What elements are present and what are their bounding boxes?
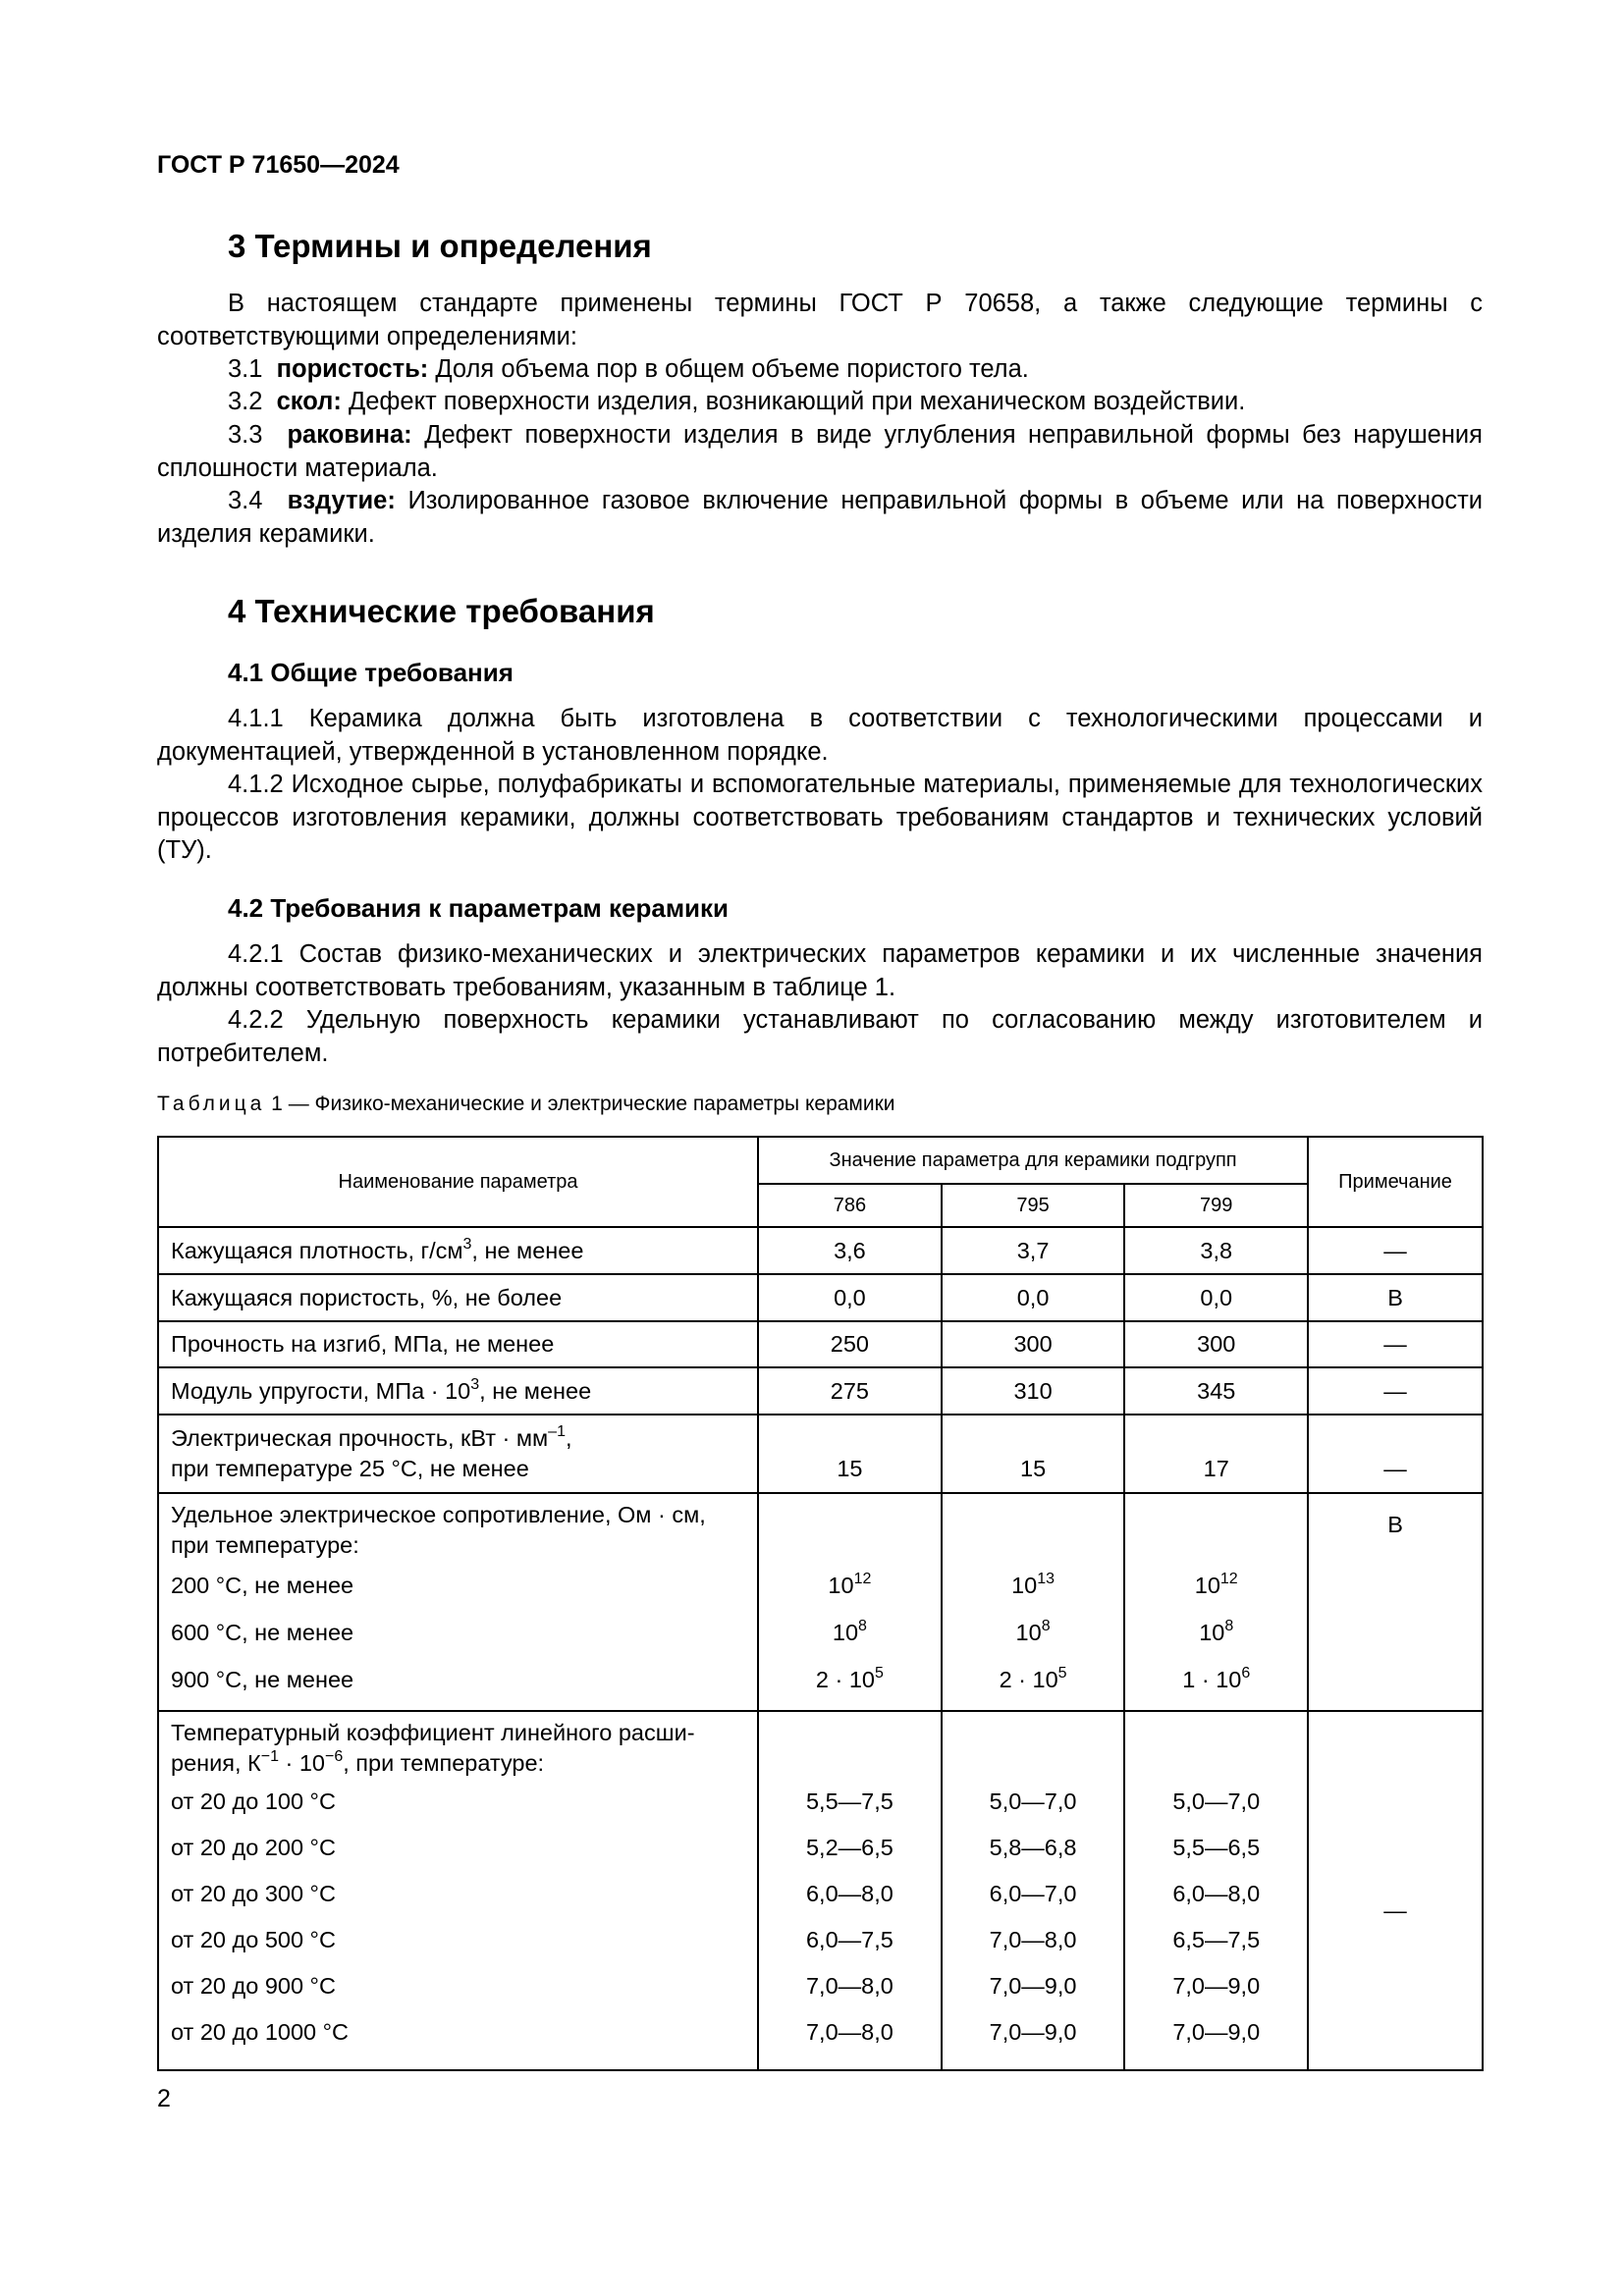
term-definition: Изолированное газовое включение неправильной формы в объеме или на поверхности изделия керамики. [157,487,1483,548]
cell-note: — [1308,1367,1483,1415]
table-row [158,1367,1483,1415]
header-parameter-name: Наименование параметра [158,1137,758,1227]
table-row [158,1493,1483,1711]
section-3-intro: В настоящем стандарте применены термины ГОСТ Р 70658, а также следующие термины с соответствующими определениями: [157,290,1483,350]
table-row [158,1227,1483,1274]
cell-value: $10^{12}$ $10^8$ $1 \cdot 10^6$ [1124,1493,1308,1711]
cell-note: — [1308,1227,1483,1274]
subsection-4-1-title: 4.1 Общие требования [228,658,514,687]
cell-note: В [1308,1274,1483,1321]
cell-value: 345 [1124,1367,1308,1415]
cell-value: 3,6 [758,1227,942,1274]
subsection-4-2-title: 4.2 Требования к параметрам керамики [228,893,730,923]
cell-value: $10^{13}$ $10^8$ $2 \cdot 10^5$ [942,1493,1125,1711]
table-row [158,1274,1483,1321]
header-subgroup-795: 795 [942,1184,1125,1227]
row-label: Модуль упругости, МПа · $10^3$, не менее [158,1367,758,1415]
paragraph-4-1-1: 4.1.1 Керамика должна быть изготовлена в соответствии с технологическими процессами и документацией, утвержденной в установленном порядке. [157,705,1483,766]
cell-value: 15 [942,1415,1125,1493]
term-3-3 [157,419,1483,485]
row-label: Кажущаяся пористость, %, не более [158,1274,758,1321]
cell-value: 3,7 [942,1227,1125,1274]
page-number: 2 [157,2085,171,2112]
table-header-row [158,1137,1483,1184]
term-number: 3.3 [228,421,263,449]
header-value-group: Значение параметра для керамики подгрупп [758,1137,1308,1184]
term-definition: Дефект поверхности изделия в виде углубления неправильной формы без нарушения сплошности материала. [157,421,1483,482]
table-caption-text: 1 — Физико-механические и электрические параметры керамики [265,1093,895,1115]
term-definition: Дефект поверхности изделия, возникающий при механическом воздействии. [348,388,1246,415]
term-3-1 [157,353,1483,387]
parameters-table [157,1136,1484,2071]
term-name: скол: [276,388,342,415]
cell-value: 300 [1124,1321,1308,1367]
cell-value: 5,0—7,0 5,5—6,5 6,0—8,0 6,5—7,5 7,0—9,0 7,0—9,0 [1124,1711,1308,2070]
term-3-4 [157,485,1483,551]
paragraph-4-2-1: 4.2.1 Состав физико-механических и электрических параметров керамики и их численные значения должны соответствовать требованиям, указанным в таблице 1. [157,940,1483,1001]
row-label: Температурный коэффициент линейного расши- рения, $К^{-1} \cdot 10^{-6}$, при температуре: от 20 до 100 °С от 20 до 200 °С от 20 до 300 °С от 20 до 500 °С от 20 до 900 °С от 20 до 1000 °С [158,1711,758,2070]
term-name: вздутие: [287,487,396,514]
term-number: 3.4 [228,487,263,514]
paragraph-4-1-2: 4.1.2 Исходное сырье, полуфабрикаты и вспомогательные материалы, применяемые для технологических процессов изготовления керамики, должны соответствовать требованиям стандартов и технических условий (ТУ). [157,771,1483,864]
cell-note: — [1308,1415,1483,1493]
term-3-2 [157,386,1483,419]
table-caption [157,1093,895,1116]
row-label: Прочность на изгиб, МПа, не менее [158,1321,758,1367]
cell-value: 250 [758,1321,942,1367]
header-subgroup-799: 799 [1124,1184,1308,1227]
paragraph-4-2-2: 4.2.2 Удельную поверхность керамики устанавливают по согласованию между изготовителем и потребителем. [157,1006,1483,1067]
cell-value: 17 [1124,1415,1308,1493]
cell-value: 275 [758,1367,942,1415]
cell-value: 5,5—7,5 5,2—6,5 6,0—8,0 6,0—7,5 7,0—8,0 7,0—8,0 [758,1711,942,2070]
term-name: раковина: [287,421,412,449]
section-3-title: 3 Термины и определения [228,228,652,264]
cell-value: 0,0 [758,1274,942,1321]
cell-note: — [1308,1321,1483,1367]
term-number: 3.2 [228,388,263,415]
row-label: Кажущаяся плотность, $г/см^3$, не менее [158,1227,758,1274]
cell-value: 300 [942,1321,1125,1367]
cell-note: — [1308,1711,1483,2070]
term-definition: Доля объема пор в общем объеме пористого тела. [435,355,1029,383]
table-row [158,1415,1483,1493]
cell-value: 0,0 [942,1274,1125,1321]
header-note: Примечание [1308,1137,1483,1227]
cell-value: 15 [758,1415,942,1493]
header-subgroup-786: 786 [758,1184,942,1227]
table-caption-label: Таблица [157,1093,266,1115]
document-header: ГОСТ Р 71650—2024 [157,151,400,179]
cell-note: В [1308,1493,1483,1711]
cell-value: 3,8 [1124,1227,1308,1274]
cell-value: 5,0—7,0 5,8—6,8 6,0—7,0 7,0—8,0 7,0—9,0 7,0—9,0 [942,1711,1125,2070]
table-row [158,1321,1483,1367]
cell-value: 310 [942,1367,1125,1415]
row-label: Электрическая прочность, кВт · $мм^{-1}$, при температуре 25 °С, не менее [158,1415,758,1493]
term-name: пористость: [276,355,429,383]
cell-value: 0,0 [1124,1274,1308,1321]
cell-value: $10^{12}$ $10^8$ $2 \cdot 10^5$ [758,1493,942,1711]
table-row [158,1711,1483,2070]
section-4-title: 4 Технические требования [228,593,655,629]
term-number: 3.1 [228,355,263,383]
row-label: Удельное электрическое сопротивление, Ом · см, при температуре: 200 °С, не менее 600 °С, не менее 900 °С, не менее [158,1493,758,1711]
